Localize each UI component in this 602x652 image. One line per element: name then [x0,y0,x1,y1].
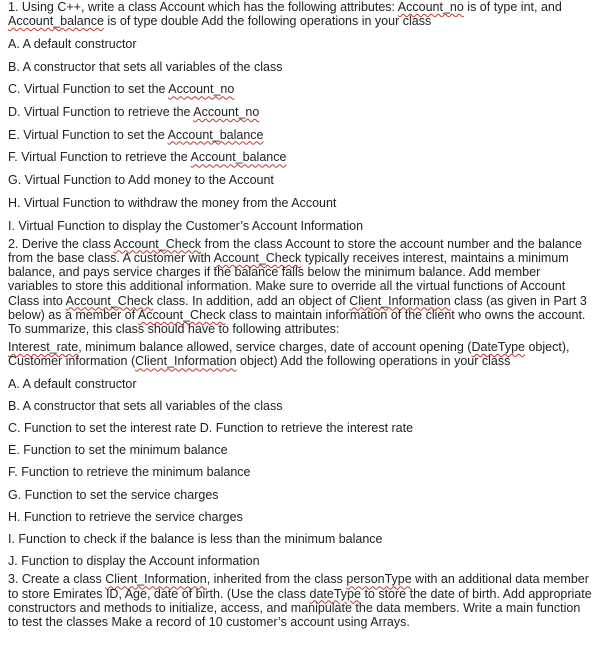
q1-item-c: C. Virtual Function to set the Account_no [8,82,235,97]
question-3-body: 3. Create a class Client_Information, inherited from the class personType with an additional data member to store Emirates ID, Age, date of birth. (Use the class dateType to store the date of birth. Add appropriate constructors and methods to initialize, access, and manipulate the data members. Write a main function to test the classes Make a record of 10 customer’s account using Arrays. [8,572,592,629]
term-client-information: Client_Information [135,354,237,369]
q2-item-g: G. Function to set the service charges [8,487,219,502]
q2-item-i: I. Function to check if the balance is less than the minimum balance [8,531,383,546]
q1-item-b: B. A constructor that sets all variables of the class [8,59,283,74]
question-1-intro: 1. Using C++, write a class Account which has the following attributes: Account_no is of type int, and Account_balance is of type double Add the following operations in your class [8,0,562,29]
q2-item-j: J. Function to display the Account information [8,554,260,569]
term-client-information: Client_Information [105,572,207,587]
term-account-balance: Account_balance [8,14,104,29]
term-persontype: personType [346,572,412,587]
term-account-check: Account_Check [113,236,202,251]
q2-item-e: E. Function to set the minimum balance [8,443,228,458]
term-client-information: Client_Information [349,293,451,308]
term-datetype: DateType [471,340,525,355]
q1-item-d: D. Virtual Function to retrieve the Account_no [8,105,260,120]
term-interest-rate: Interest_rate [8,340,79,355]
q1-item-f: F. Virtual Function to retrieve the Account_balance [8,150,287,165]
term-account-no: Account_no [168,82,235,97]
q2-item-b: B. A constructor that sets all variables of the class [8,398,283,413]
q2-item-f: F. Function to retrieve the minimum balance [8,465,251,480]
term-account-balance: Account_balance [167,127,264,142]
question-2-attributes: Interest_rate, minimum balance allowed, service charges, date of account opening (DateType object), Customer information (Client_Information object) Add the following operations in your class [8,340,570,369]
q1-item-g: G. Virtual Function to Add money to the Account [8,173,274,188]
q1-item-h: H. Virtual Function to withdraw the money from the Account [8,195,337,210]
term-account-no: Account_no [193,105,260,120]
document-body [8,0,592,629]
term-account-no: Account_no [397,0,464,14]
q1-item-e: E. Virtual Function to set the Account_balance [8,127,264,142]
term-account-balance: Account_balance [190,150,287,165]
term-account-check: Account_Check [137,307,226,322]
question-2-body: 2. Derive the class Account_Check from the class Account to store the account number and the balance from the base class. A customer with Account_Check typically receives interest, maintains a minimum balance, and pays service charges if the balance falls below the minimum balance. Add member variables to store this additional information. Make sure to override all the virtual functions of Account Class into Account_Check class. In addition, add an object of Client_Information class (as given in Part 3 below) as a member of Account_Check class to maintain information of the client who owns the account. To summarize, this class should have to following attributes: [8,236,587,336]
q2-item-c-d: C. Function to set the interest rate D. Function to retrieve the interest rate [8,420,414,435]
q2-item-a: A. A default constructor [8,376,137,391]
term-account-check: Account_Check [65,293,154,308]
term-account-check: Account_Check [213,250,302,265]
q2-item-h: H. Function to retrieve the service charges [8,509,243,524]
q1-item-i: I. Virtual Function to display the Customer’s Account Information [8,218,364,233]
term-datetype: dateType [309,586,361,601]
q1-item-a: A. A default constructor [8,36,137,51]
